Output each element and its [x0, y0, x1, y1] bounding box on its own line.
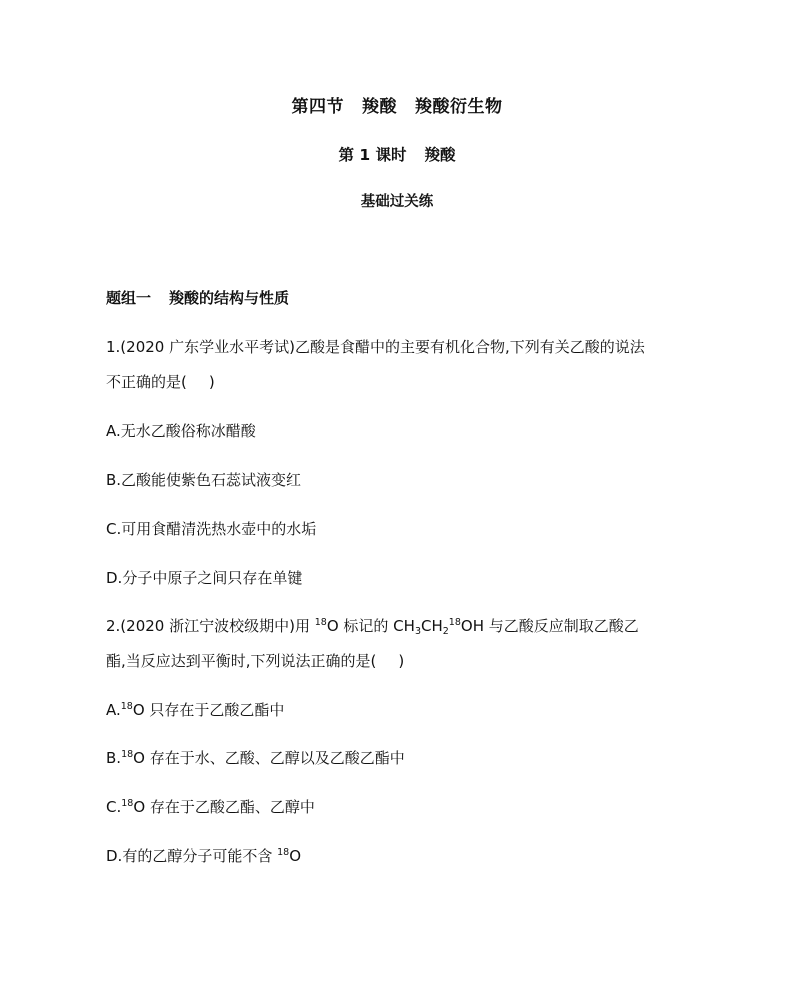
question-2-stem-line-2: 酯,当反应达到平衡时,下列说法正确的是( ) — [106, 652, 405, 670]
question-1-option-c: C.可用食醋清洗热水壶中的水垢 — [106, 520, 317, 538]
lesson-title — [0, 143, 794, 165]
question-2-option-c: C.$^{18}$O 存在于乙酸乙酯、乙醇中 — [106, 798, 315, 816]
lesson-topic: 羧酸 — [424, 146, 456, 164]
chapter-topic-1: 羧酸 — [362, 97, 397, 117]
question-1-stem-line-2: 不正确的是( ) — [106, 373, 215, 391]
lesson-number: 第 1 课时 — [338, 146, 407, 164]
question-2-option-a: A.$^{18}$O 只存在于乙酸乙酯中 — [106, 701, 285, 719]
question-1-option-d: D.分子中原子之间只存在单键 — [106, 569, 303, 587]
group-label: 题组一 — [106, 289, 152, 307]
formula-ethanol-labeled: $CH_3CH_2^{18}OH$ — [393, 617, 484, 637]
group-topic: 羧酸的结构与性质 — [169, 289, 290, 307]
section-heading: 基础过关练 — [360, 194, 434, 210]
question-group-heading — [106, 287, 289, 309]
question-2-stem-line-1: 2.(2020 浙江宁波校级期中)用 $^{18}$O 标记的 $CH_3CH_2^{18}OH$ 与乙酸反应制取乙酸乙 — [106, 617, 639, 637]
question-2-option-d: D.有的乙醇分子可能不含 $^{18}$O — [106, 847, 301, 865]
question-1-option-b: B.乙酸能使紫色石蕊试液变红 — [106, 471, 302, 489]
question-1-option-a: A.无水乙酸俗称冰醋酸 — [106, 422, 256, 440]
question-1-stem-line-1: 1.(2020 广东学业水平考试)乙酸是食醋中的主要有机化合物,下列有关乙酸的说法 — [106, 338, 645, 356]
chapter-title — [0, 92, 794, 117]
question-2-option-b: B.$^{18}$O 存在于水、乙酸、乙醇以及乙酸乙酯中 — [106, 749, 405, 767]
isotope-18: 18 — [314, 617, 327, 628]
chapter-topic-2: 羧酸衍生物 — [415, 97, 503, 117]
chapter-number: 第四节 — [291, 97, 344, 117]
